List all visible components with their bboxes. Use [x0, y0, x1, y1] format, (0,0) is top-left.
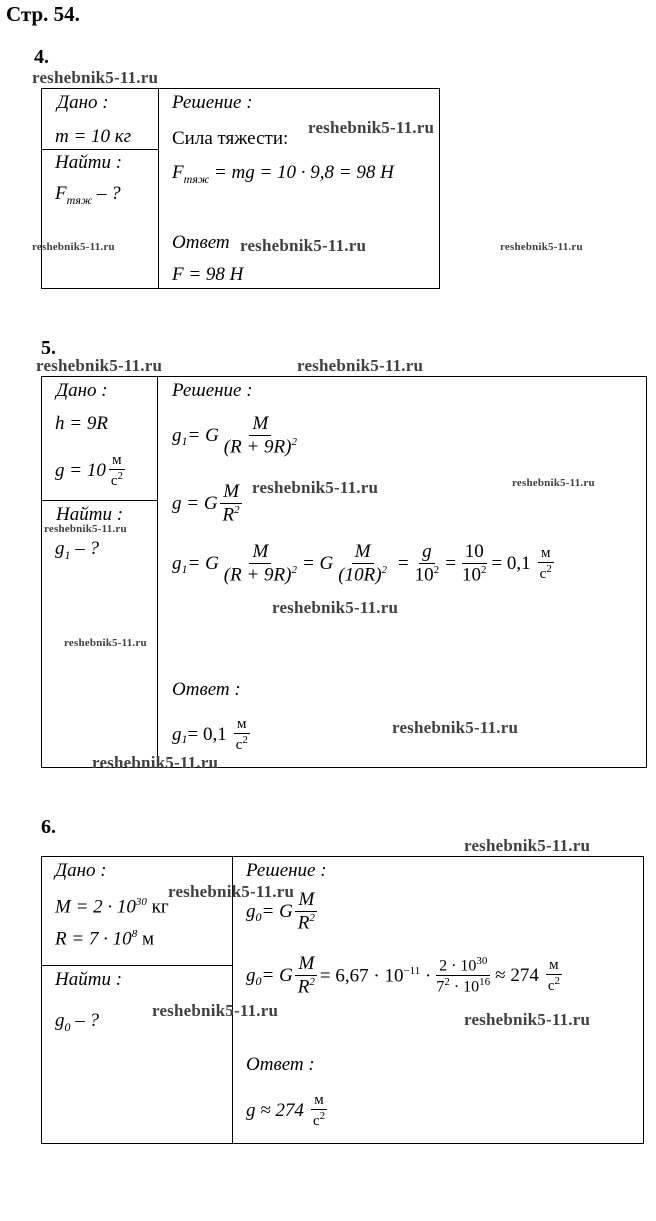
- solution-label: Решение :: [246, 860, 327, 881]
- given-label: Дано :: [55, 860, 107, 881]
- watermark: reshebnik5-11.ru: [152, 1001, 279, 1020]
- watermark: reshebnik5-11.ru: [168, 882, 295, 901]
- solution-label: Решение :: [172, 380, 253, 401]
- formula-gravity: $F_{тяж}$ = mg = 10 · 9,8 = 98 Н: [172, 162, 394, 186]
- find-value: $g_0$ – ?: [55, 1010, 99, 1034]
- given-g: g = 10 $\frac{м}{с^2}$: [55, 452, 123, 489]
- answer-label: Ответ :: [246, 1054, 315, 1075]
- watermark: reshebnik5-11.ru: [272, 598, 399, 617]
- table-divider: [157, 376, 158, 768]
- find-value: $g_1$ – ?: [55, 538, 99, 562]
- formula-g0: g 0 = G $\frac{M}{R^2}$: [246, 890, 320, 934]
- given-h: h = 9R: [55, 413, 108, 434]
- page-title: Стр. 54.: [6, 2, 80, 26]
- given-mass: $M = 2 \cdot 10^{30}$ кг: [55, 896, 169, 918]
- problem-5-number: 5.: [41, 337, 56, 359]
- given-label: Дано :: [56, 380, 108, 401]
- watermark: reshebnik5-11.ru: [464, 836, 591, 855]
- given-value: m = 10 кг: [55, 126, 132, 147]
- watermark: reshebnik5-11.ru: [36, 356, 163, 375]
- watermark: reshebnik5-11.ru: [32, 68, 159, 87]
- table-divider: [41, 500, 157, 501]
- answer-value: F = 98 Н: [172, 264, 244, 285]
- given-label: Дано :: [57, 92, 109, 113]
- table-divider: [158, 88, 159, 289]
- table-divider: [41, 149, 158, 150]
- problem-6-number: 6.: [41, 816, 56, 838]
- watermark: reshebnik5-11.ru: [240, 236, 367, 255]
- find-value: $F_{тяж}$ – ?: [55, 183, 121, 207]
- gravity-label: Сила тяжести:: [172, 128, 289, 149]
- formula-g0-result: g 0 = G $\frac{M}{R^2}$ = $6,67 \cdot 10^{-11}$ · $\frac{2 \cdot 10^{30}}{7^2 \cdot 10^{16}}$ ≈ 274 $\frac{м}{с^2}$: [246, 953, 561, 998]
- formula-g1: g 1 = G $\frac{M}{(R + 9R)^2}$: [172, 413, 297, 458]
- find-label: Найти :: [55, 152, 123, 173]
- find-label: Найти :: [56, 504, 124, 525]
- solution-label: Решение :: [172, 92, 253, 113]
- watermark: reshebnik5-11.ru: [512, 477, 595, 489]
- watermark: reshebnik5-11.ru: [252, 478, 379, 497]
- formula-g: g = G $\frac{M}{R^2}$: [172, 482, 245, 526]
- watermark: reshebnik5-11.ru: [464, 1010, 591, 1029]
- answer-label: Ответ :: [172, 679, 241, 700]
- given-radius: $R = 7 \cdot 10^8$ м: [55, 928, 154, 950]
- answer-value: g ≈ 274 $\frac{м}{с^2}$: [246, 1092, 326, 1129]
- find-label: Найти :: [55, 969, 123, 990]
- watermark: reshebnik5-11.ru: [64, 637, 147, 649]
- watermark: reshebnik5-11.ru: [297, 356, 424, 375]
- watermark: reshebnik5-11.ru: [44, 523, 127, 535]
- answer-value: g 1 = 0,1 $\frac{м}{с^2}$: [172, 716, 248, 753]
- watermark: reshebnik5-11.ru: [32, 241, 115, 253]
- problem-4-number: 4.: [34, 46, 49, 68]
- watermark: reshebnik5-11.ru: [92, 753, 219, 772]
- watermark: reshebnik5-11.ru: [308, 118, 435, 137]
- watermark: reshebnik5-11.ru: [392, 718, 519, 737]
- table-divider: [41, 965, 232, 966]
- formula-g1-result: g 1 = G $\frac{M}{(R + 9R)^2}$ = G $\frac{M}{(10R)^2}$ = $\frac{g}{10^2}$ = $\frac{10}{10^2}$ = 0,1 $\frac{м}{с^2}$: [172, 541, 552, 586]
- watermark: reshebnik5-11.ru: [500, 241, 583, 253]
- answer-label: Ответ: [172, 232, 230, 253]
